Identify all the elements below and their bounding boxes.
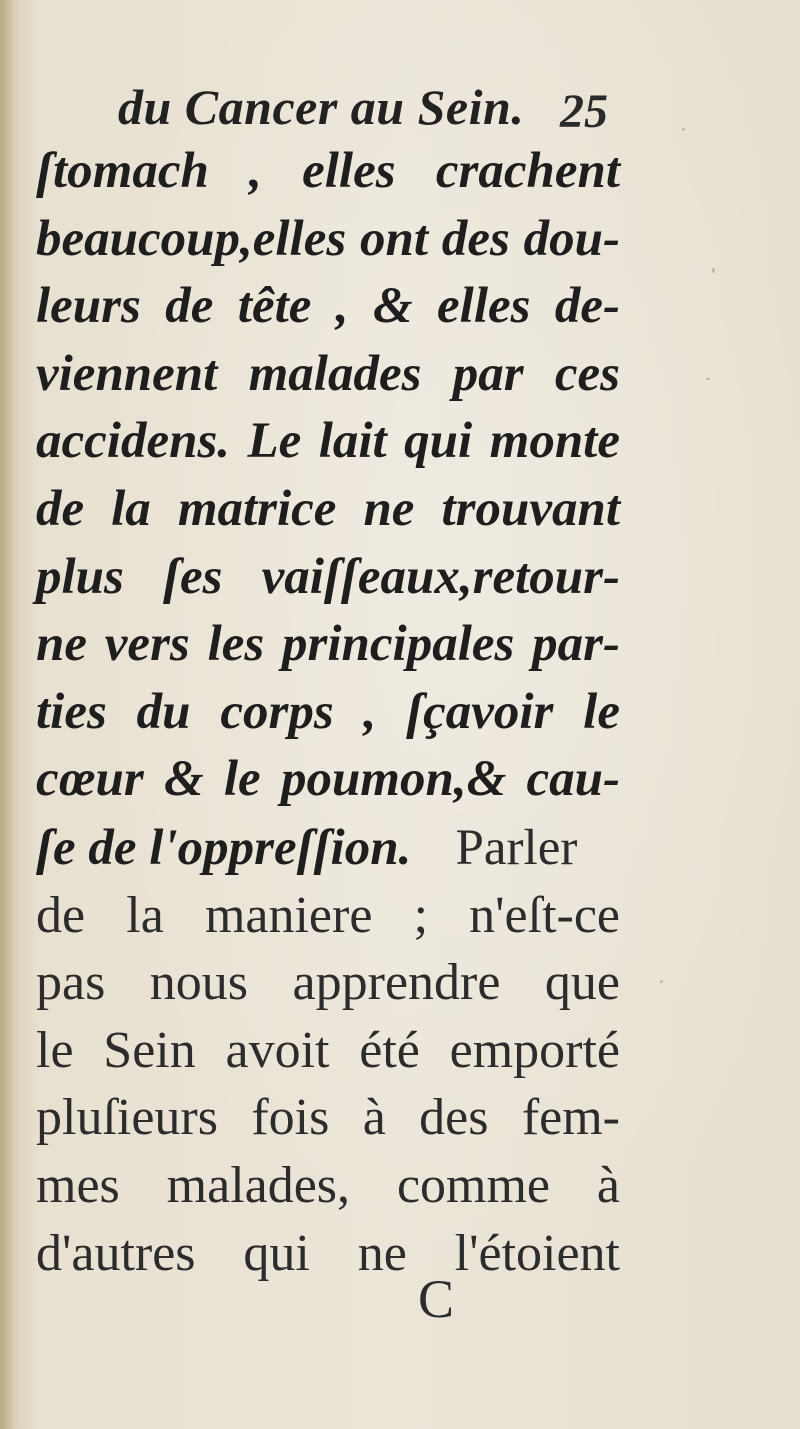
italic-segment: ſe de l'oppreſſion. (36, 819, 412, 876)
text-line-mixed (36, 814, 620, 882)
text-line: d'autres qui ne l'étoient (36, 1224, 620, 1282)
text-line: le Sein avoit été emporté (36, 1021, 620, 1079)
text-line: ne vers les principales par- (36, 616, 620, 673)
paper-speck (712, 268, 715, 273)
text-line: cœur & le poumon,& cau- (36, 751, 620, 808)
text-line: leurs de tête , & elles de- (36, 278, 620, 335)
text-line: beaucoup,elles ont des dou- (36, 210, 620, 267)
gutter-shadow (0, 0, 14, 1429)
text-line: ſtomach , elles crachent (36, 143, 620, 199)
text-line: mes malades, comme à (36, 1156, 620, 1214)
running-head: du Cancer au Sein. (118, 79, 525, 135)
roman-segment: Parler (455, 819, 578, 876)
paper-speck (682, 128, 685, 131)
text-line: viennent malades par ces (36, 345, 620, 402)
page-number: 25 (560, 85, 608, 138)
text-line: pluſieurs fois à des fem- (36, 1089, 620, 1147)
text-line: ties du corps , ſçavoir le (36, 683, 620, 740)
page-header (0, 72, 800, 142)
paper-speck (660, 980, 663, 983)
text-line: plus ſes vaiſſeaux,retour- (36, 548, 620, 605)
text-line: pas nous apprendre que (36, 954, 620, 1012)
text-line: de la matrice ne trouvant (36, 480, 620, 537)
paper-speck (706, 378, 710, 380)
signature-mark: C (418, 1269, 455, 1329)
body-text (36, 138, 620, 1287)
text-line: de la maniere ; n'eſt-ce (36, 886, 620, 944)
text-line: accidens. Le lait qui monte (36, 413, 620, 470)
